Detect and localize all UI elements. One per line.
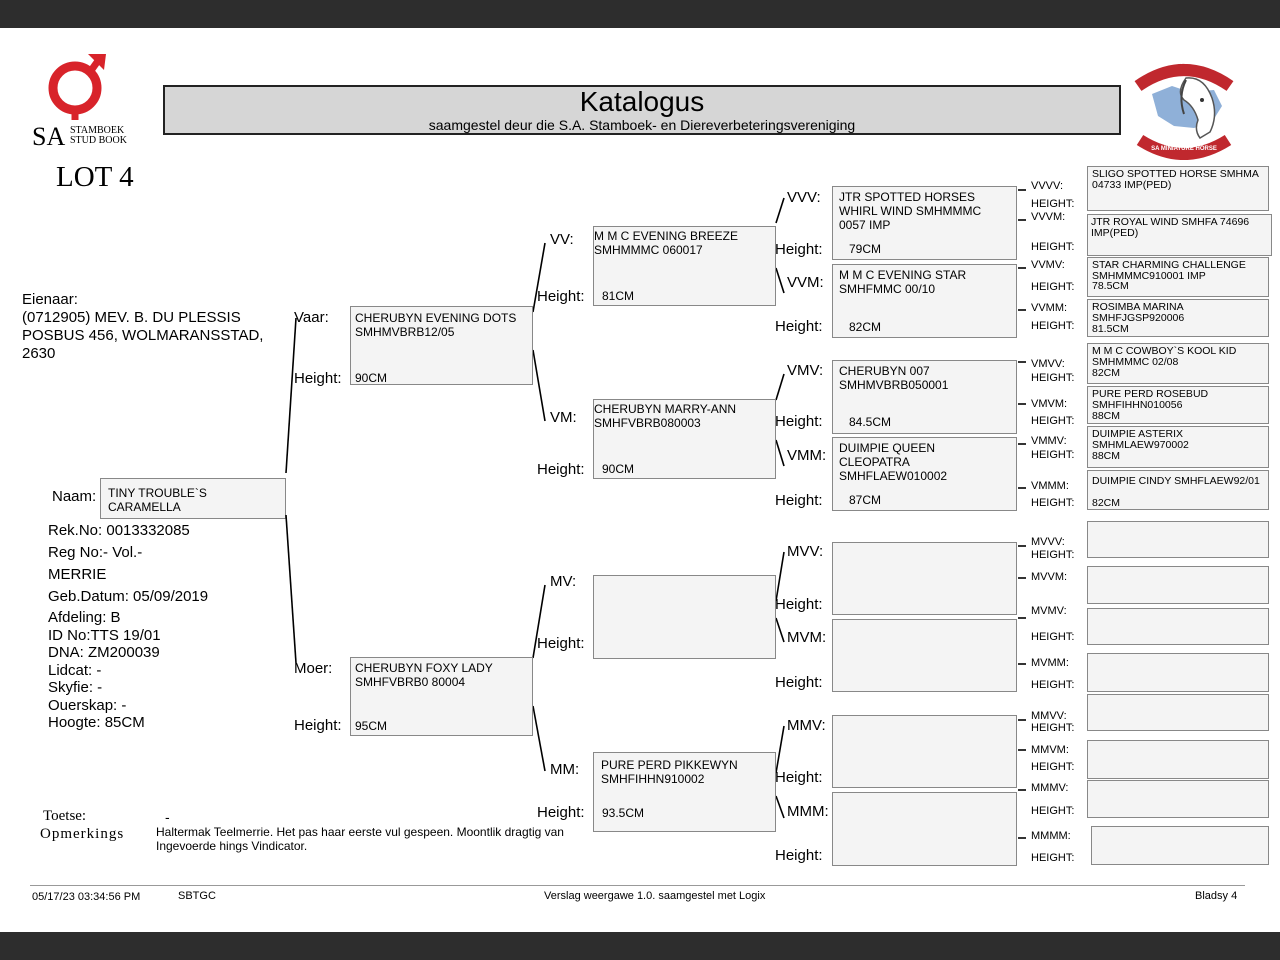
- vv-height-label: Height:: [537, 288, 585, 305]
- mvvv-label: MVVV:: [1031, 536, 1065, 548]
- vv-height: 81CM: [602, 289, 635, 303]
- mm-name: PURE PERD PIKKEWYN SMHFIHHN910002: [601, 758, 738, 786]
- moer-name: CHERUBYN FOXY LADY SMHFVBRB0 80004: [355, 661, 493, 689]
- vaar-height-label: Height:: [294, 370, 342, 387]
- badge-bottom-text: SA MINIATURE HORSE: [1151, 146, 1217, 152]
- mm-height: 93.5CM: [602, 806, 645, 820]
- mmvv-height-label: HEIGHT:: [1031, 722, 1075, 734]
- vvv-name: JTR SPOTTED HORSES WHIRL WIND SMHMMMC 0057 IMP: [839, 190, 982, 232]
- birth-date: Geb.Datum: 05/09/2019: [48, 588, 209, 605]
- remarks-text: Haltermak Teelmerrie. Het pas haar eerste vul gespeen. Moontlik dragtig van Ingevoerde hings Vindicator.: [156, 825, 564, 853]
- vmmm-label: VMMM:: [1031, 480, 1069, 492]
- mv-height-label: Height:: [537, 635, 585, 652]
- vaar-height: 90CM: [355, 371, 388, 385]
- id-no: ID No:TTS 19/01: [48, 626, 161, 644]
- ouerskap: Ouerskap: -: [48, 696, 127, 714]
- vvm-height: 82CM: [849, 320, 882, 334]
- vmmm-height-label: HEIGHT:: [1031, 497, 1075, 509]
- vv-name: M M C EVENING BREEZE SMHMMMC 060017: [594, 229, 739, 257]
- footer-report: Verslag weergawe 1.0. saamgestel met Logix: [544, 890, 766, 902]
- vaar-box: [350, 306, 533, 385]
- mmvm-box: [1087, 740, 1269, 779]
- vmmm-box: [1087, 470, 1269, 510]
- name-label: Naam:: [52, 488, 97, 505]
- vmmm-height: 82CM: [1092, 497, 1121, 509]
- footer-code: SBTGC: [178, 890, 216, 902]
- mvvm-box: [1087, 566, 1269, 604]
- vmm-label: VMM:: [787, 447, 827, 464]
- dna: DNA: ZM200039: [48, 644, 160, 661]
- vmm-name: DUIMPIE QUEEN CLEOPATRA SMHFLAEW010002: [839, 441, 948, 483]
- vmv-name: CHERUBYN 007 SMHMVBRB050001: [839, 364, 949, 392]
- mvm-box: [832, 619, 1017, 692]
- mvmv-box: [1087, 608, 1269, 645]
- mmvv-box: [1087, 694, 1269, 731]
- mm-box: [593, 752, 776, 832]
- vvmv-name: STAR CHARMING CHALLENGE SMHMMMC910001 IMP: [1092, 259, 1246, 282]
- vmvv-height-label: HEIGHT:: [1031, 372, 1075, 384]
- mvmv-label: MVMV:: [1031, 605, 1067, 617]
- mmmm-label: MMMM:: [1031, 830, 1071, 842]
- vmvm-height-label: HEIGHT:: [1031, 415, 1075, 427]
- vvvv-box: [1087, 166, 1269, 211]
- logo-studbook-text: STUD BOOK: [70, 135, 127, 146]
- vmmv-height-label: HEIGHT:: [1031, 449, 1075, 461]
- mmvm-label: MMVM:: [1031, 744, 1069, 756]
- vmvm-label: VMVM:: [1031, 398, 1068, 410]
- mvm-height-label: Height:: [775, 674, 823, 691]
- vmmm-name: DUIMPIE CINDY SMHFLAEW92/01: [1092, 475, 1260, 487]
- vvvm-label: VVVM:: [1031, 211, 1066, 223]
- mvvm-label: MVVM:: [1031, 571, 1068, 583]
- mmmm-height-label: HEIGHT:: [1031, 852, 1075, 864]
- vvvv-name: SLIGO SPOTTED HORSE SMHMA 04733 IMP(PED): [1092, 168, 1259, 191]
- mv-label: MV:: [550, 573, 577, 590]
- vvmv-height: 78.5CM: [1092, 280, 1129, 292]
- vvv-height: 79CM: [849, 242, 882, 256]
- logo-stamboek-text: STAMBOEK: [70, 125, 125, 136]
- vmvv-box: [1087, 343, 1269, 384]
- mmmv-height-label: HEIGHT:: [1031, 805, 1075, 817]
- mmmv-label: MMMV:: [1031, 782, 1069, 794]
- mmv-box: [832, 715, 1017, 788]
- footer-page: Bladsy 4: [1195, 890, 1238, 902]
- vvvm-height-label: HEIGHT:: [1031, 241, 1075, 253]
- mmvm-height-label: HEIGHT:: [1031, 761, 1075, 773]
- vvvm-name: JTR ROYAL WIND SMHFA 74696 IMP(PED): [1091, 216, 1250, 239]
- vvvv-height-label: HEIGHT:: [1031, 198, 1075, 210]
- vvvm-box: [1087, 214, 1272, 256]
- owner-label: Eienaar:: [22, 291, 78, 308]
- logo-sa-text: SA: [32, 122, 66, 151]
- vmm-height: 87CM: [849, 493, 882, 507]
- vv-label: VV:: [550, 231, 574, 248]
- vmv-height: 84.5CM: [849, 415, 892, 429]
- mvmv-height-label: HEIGHT:: [1031, 631, 1075, 643]
- mvm-label: MVM:: [787, 629, 827, 646]
- vvm-name: M M C EVENING STAR SMHFMMC 00/10: [839, 268, 967, 296]
- vvm-height-label: Height:: [775, 318, 823, 335]
- vvmv-label: VVMV:: [1031, 259, 1065, 271]
- vmvm-name: PURE PERD ROSEBUD SMHFIHHN010056: [1092, 388, 1209, 411]
- vvv-box: [832, 186, 1017, 260]
- vm-box: [593, 399, 776, 479]
- moer-box: [350, 657, 533, 736]
- skyfie: Skyfie: -: [48, 679, 103, 696]
- vm-height-label: Height:: [537, 461, 585, 478]
- catalog-page: [0, 28, 1280, 932]
- mvvv-height-label: HEIGHT:: [1031, 549, 1075, 561]
- vvmm-name: ROSIMBA MARINA SMHFJGSP920006: [1092, 301, 1185, 324]
- mmm-label: MMM:: [787, 803, 829, 820]
- vmm-height-label: Height:: [775, 492, 823, 509]
- vm-height: 90CM: [602, 462, 635, 476]
- vmmv-box: [1087, 426, 1269, 468]
- vvm-box: [832, 264, 1017, 338]
- vvmv-box: [1087, 257, 1269, 297]
- vaar-name: CHERUBYN EVENING DOTS SMHMVBRB12/05: [355, 311, 517, 339]
- vvv-label: VVV:: [787, 189, 821, 206]
- moer-height: 95CM: [355, 719, 388, 733]
- opmerkings-label: Opmerkings: [40, 826, 125, 842]
- mmm-box: [832, 792, 1017, 866]
- vaar-label: Vaar:: [294, 309, 329, 326]
- owner-line-2: POSBUS 456, WOLMARANSSTAD,: [22, 327, 264, 344]
- vmvv-name: M M C COWBOY`S KOOL KID SMHMMMC 02/08: [1092, 345, 1237, 368]
- vmv-box: [832, 360, 1017, 434]
- mmv-label: MMV:: [787, 717, 826, 734]
- mvv-height-label: Height:: [775, 596, 823, 613]
- mvv-label: MVV:: [787, 543, 824, 560]
- hoogte: Hoogte: 85CM: [48, 714, 145, 731]
- vmmv-height: 88CM: [1092, 450, 1121, 462]
- moer-height-label: Height:: [294, 717, 342, 734]
- vvmv-height-label: HEIGHT:: [1031, 281, 1075, 293]
- mm-height-label: Height:: [537, 804, 585, 821]
- footer-divider: [30, 885, 1245, 886]
- vmm-box: [832, 437, 1017, 511]
- page-title: Katalogus: [579, 86, 705, 117]
- vvv-height-label: Height:: [775, 241, 823, 258]
- vv-box: [593, 226, 776, 306]
- vvm-label: VVM:: [787, 274, 824, 291]
- vvmm-label: VVMM:: [1031, 302, 1068, 314]
- mmvv-label: MMVV:: [1031, 710, 1067, 722]
- vmv-label: VMV:: [787, 362, 824, 379]
- vvmm-height-label: HEIGHT:: [1031, 320, 1075, 332]
- toetse-value: -: [165, 809, 170, 825]
- mmmv-box: [1087, 780, 1269, 818]
- vmmv-name: DUIMPIE ASTERIX SMHMLAEW970002: [1092, 428, 1189, 451]
- vm-name: CHERUBYN MARRY-ANN SMHFVBRB080003: [594, 402, 737, 430]
- vmvv-height: 82CM: [1092, 367, 1121, 379]
- animal-name: TINY TROUBLE`S CARAMELLA: [108, 486, 207, 514]
- vvmm-height: 81.5CM: [1092, 323, 1129, 335]
- vmvm-height: 88CM: [1092, 410, 1121, 422]
- mvmm-box: [1087, 653, 1269, 692]
- mvv-box: [832, 542, 1017, 615]
- mvvv-box: [1087, 521, 1269, 558]
- toetse-label: Toetse:: [43, 808, 87, 824]
- afdeling: Afdeling: B: [48, 609, 121, 626]
- mvmm-label: MVMM:: [1031, 657, 1069, 669]
- vvvv-label: VVVV:: [1031, 180, 1063, 192]
- mmm-height-label: Height:: [775, 847, 823, 864]
- vmmv-label: VMMV:: [1031, 435, 1067, 447]
- mm-label: MM:: [550, 761, 580, 778]
- mmmm-box: [1091, 826, 1269, 865]
- mv-box: [593, 575, 776, 659]
- page-subtitle: saamgestel deur die S.A. Stamboek- en Diereverbeteringsvereniging: [428, 117, 856, 133]
- sex: MERRIE: [48, 566, 107, 583]
- badge-top-text: SA MINIATUUR PERD: [1153, 60, 1215, 66]
- moer-label: Moer:: [294, 660, 333, 677]
- mvmm-height-label: HEIGHT:: [1031, 679, 1075, 691]
- vvmm-box: [1087, 299, 1269, 337]
- rek-no: Rek.No: 0013332085: [48, 522, 190, 539]
- vmvv-label: VMVV:: [1031, 358, 1065, 370]
- vm-label: VM:: [550, 409, 577, 426]
- reg-no: Reg No:- Vol.-: [48, 544, 143, 561]
- vmvm-box: [1087, 386, 1269, 424]
- owner-line-3: 2630: [22, 345, 56, 362]
- footer-timestamp: 05/17/23 03:34:56 PM: [32, 891, 141, 903]
- lot-number: LOT 4: [56, 161, 134, 193]
- owner-line-1: (0712905) MEV. B. DU PLESSIS: [22, 309, 241, 326]
- lidcat: Lidcat: -: [48, 661, 102, 679]
- vmv-height-label: Height:: [775, 413, 823, 430]
- mmv-height-label: Height:: [775, 769, 823, 786]
